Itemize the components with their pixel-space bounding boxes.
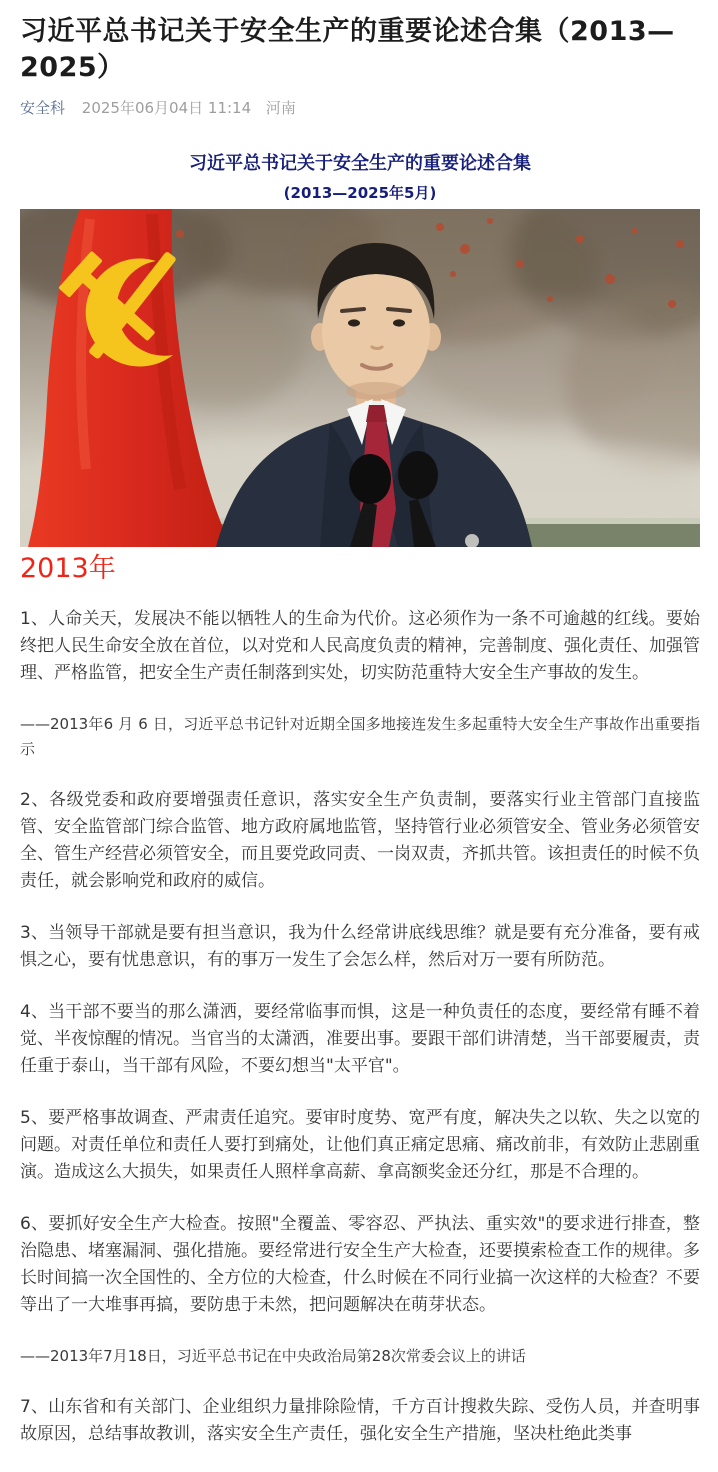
document-heading-line2: (2013—2025年5月) [283,183,437,202]
publish-date: 2025年06月04日 11:14 [81,98,252,117]
document-heading-line1: 习近平总书记关于安全生产的重要论述合集 [189,153,531,175]
attribution-2: ——2013年7月18日，习近平总书记在中央政治局第28次常委会议上的讲话 [20,1346,526,1365]
section-heading-2013: 2013年 [20,553,116,585]
account-name-link[interactable]: 安全科 [20,98,66,117]
paragraph-6: 6、要抓好安全生产大检查。按照"全覆盖、零容忍、严执法、重实效"的要求进行排查，整治隐患、堵塞漏洞、强化措施。要经常进行安全生产大检查，还要摸索检查工作的规律。多长时间搞一次全国性的、全方位的大检查，什么时候在不同行业搞一次这样的大检查？不要等出了一大堆事再搞，要防患于未然，把问题解决在萌芽状态。 [20,1213,700,1315]
article-page [0,14,718,1448]
xi-jinping-photo [20,209,700,547]
paragraph-4: 4、当干部不要当的那么潇洒，要经常临事而惧，这是一种负责任的态度，要经常有睡不着觉、半夜惊醒的情况。当官当的太潇洒，准要出事。要跟干部们讲清楚，当干部要履责，责任重于泰山，当干部有风险，不要幻想当"太平官"。 [20,1001,700,1076]
article-body [0,14,718,1472]
paragraph-5: 5、要严格事故调查、严肃责任追究。要审时度势、宽严有度，解决失之以软、失之以宽的问题。对责任单位和责任人要打到痛处，让他们真正痛定思痛、痛改前非，有效防止悲剧重演。造成这么大损失，如果责任人照样拿高薪、拿高额奖金还分红，那是不合理的。 [20,1107,700,1182]
attribution-1: ——2013年6 月 6 日，习近平总书记针对近期全国多地接连发生多起重特大安全生产事故作出重要指示 [20,714,700,758]
paragraph-7: 7、山东省和有关部门、企业组织力量排除险情，千方百计搜救失踪、受伤人员，并查明事故原因，总结事故教训，落实安全生产责任，强化安全生产措施，坚决杜绝此类事 [20,1396,700,1444]
paragraph-3: 3、当领导干部就是要有担当意识，我为什么经常讲底线思维？就是要有充分准备，要有戒惧之心，要有忧患意识，有的事万一发生了会怎么样，然后对万一要有所防范。 [20,922,700,970]
page-title: 习近平总书记关于安全生产的重要论述合集（2013—2025） [20,16,675,84]
document-heading [20,152,700,203]
face [322,267,430,395]
publish-location: 河南 [265,98,296,117]
paragraph-1: 1、人命关天，发展决不能以牺牲人的生命为代价。这必须作为一条不可逾越的红线。要始终把人民生命安全放在首位，以对党和人民高度负责的精神，完善制度、强化责任、加强管理、严格监管，把安全生产责任制落到实处，切实防范重特大安全生产事故的发生。 [20,608,700,683]
byline [20,99,700,119]
paragraph-2: 2、各级党委和政府要增强责任意识，落实安全生产负责制，要落实行业主管部门直接监管、安全监管部门综合监管、地方政府属地监管，坚持管行业必须管安全、管业务必须管安全、管生产经营必须管安全，而且要党政同责、一岗双责，齐抓共管。该担责任的时候不负责任，就会影响党和政府的威信。 [20,789,700,891]
tie-knot [366,405,387,422]
